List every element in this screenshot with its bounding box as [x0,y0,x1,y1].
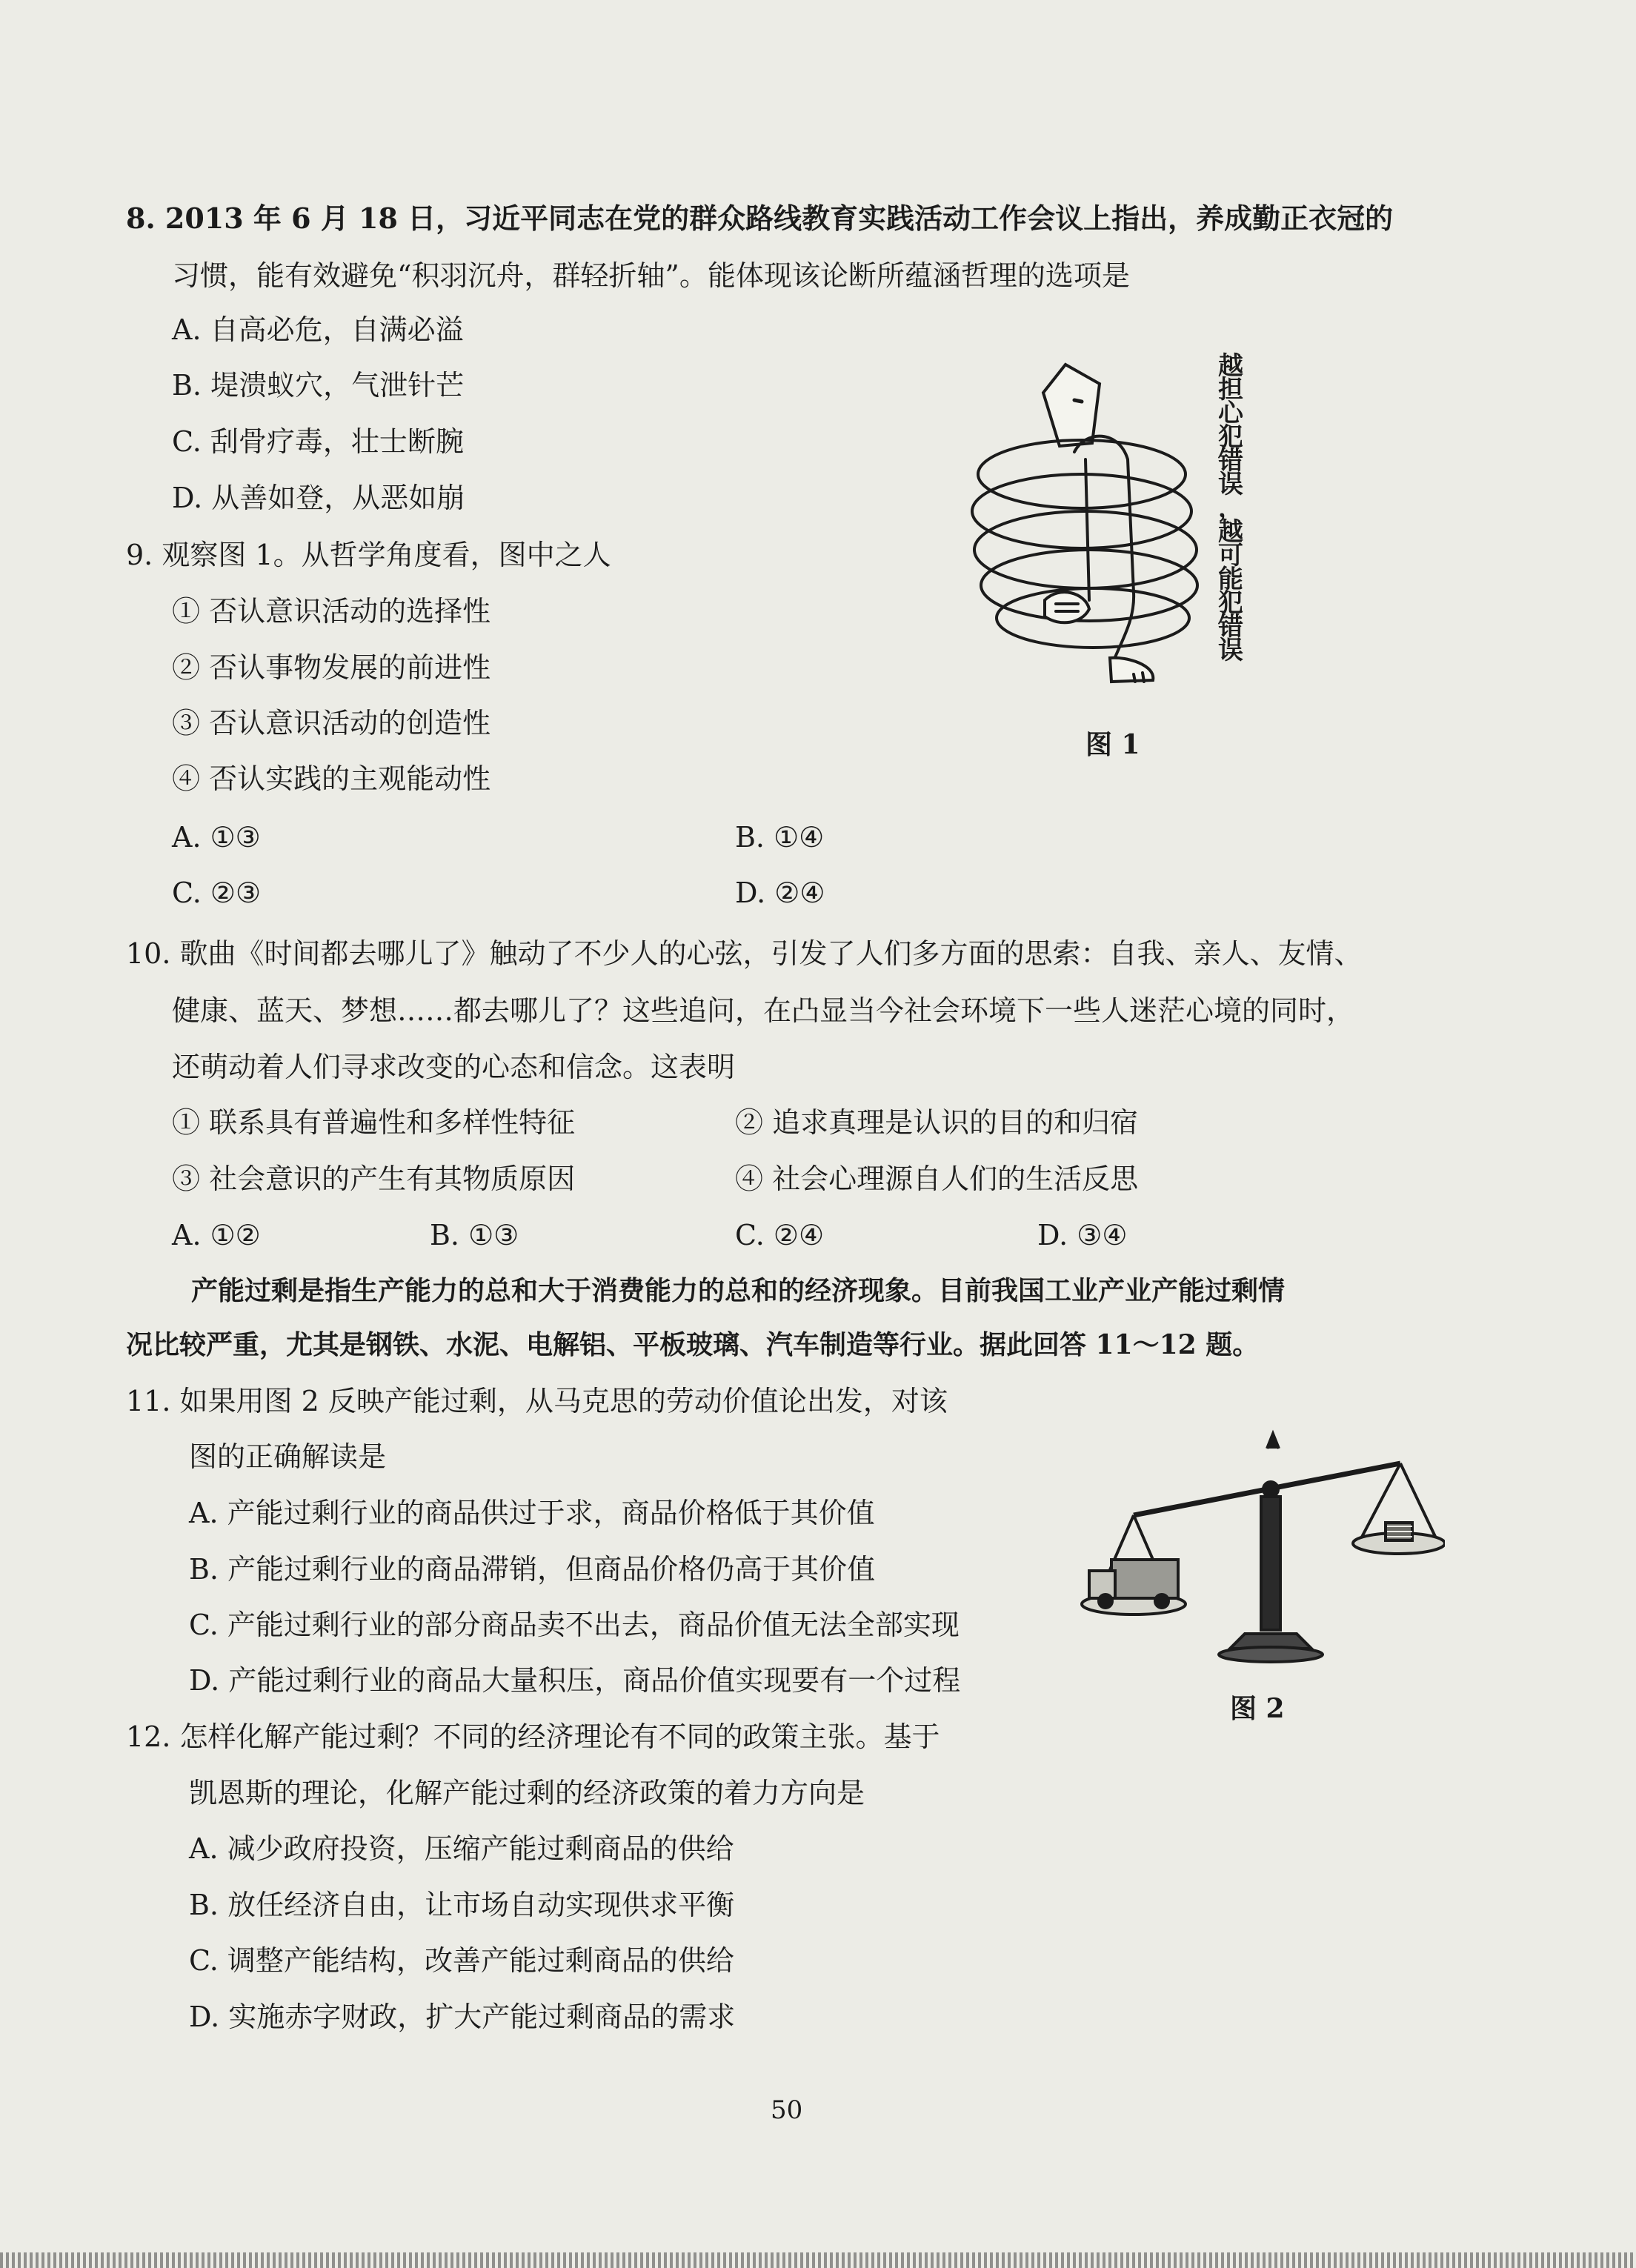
figure1-vertical-char: 可 [1218,541,1243,571]
page-number: 50 [771,2095,803,2125]
q9-option-c: C. ②③ [172,877,262,909]
figure1-vertical-char: 误 [1218,470,1243,499]
q10-option-a: A. ①② [172,1219,261,1251]
q9-stem: 9. 观察图 1。从哲学角度看，图中之人 [126,539,611,571]
q9-item-1: ① 否认意识活动的选择性 [172,595,491,628]
figure1-vertical-char: ， [1218,493,1243,523]
figure1-vertical-char: 错 [1218,446,1243,476]
figure1-vertical-char: 越 [1218,351,1243,381]
figure1-vertical-char: 心 [1218,399,1243,428]
q12-option-a: A. 减少政府投资，压缩产能过剩商品的供给 [189,1832,734,1865]
q8-option-c: C. 刮骨疗毒，壮士断腕 [172,425,464,458]
q12-option-c: C. 调整产能结构，改善产能过剩商品的供给 [189,1944,734,1977]
q11-stem-line2: 图的正确解读是 [189,1440,387,1473]
q8-option-a: A. 自高必危，自满必溢 [172,313,464,346]
q11-option-d: D. 产能过剩行业的商品大量积压，商品价值实现要有一个过程 [189,1664,961,1697]
q11-option-c: C. 产能过剩行业的部分商品卖不出去，商品价值无法全部实现 [189,1609,960,1641]
q10-stem-line1: 10. 歌曲《时间都去哪儿了》触动了不少人的心弦，引发了人们多方面的思索：自我、亲人、友情、 [126,937,1363,970]
q11-stem-line1: 11. 如果用图 2 反映产能过剩，从马克思的劳动价值论出发，对该 [126,1385,948,1417]
figure1-vertical-char: 能 [1218,565,1243,594]
q10-option-b: B. ①③ [430,1219,519,1251]
q12-stem-line2: 凯恩斯的理论，化解产能过剩的经济政策的着力方向是 [189,1777,865,1809]
q10-item-4: ④ 社会心理源自人们的生活反思 [735,1163,1139,1195]
figure1-vertical-char: 犯 [1218,588,1243,618]
q10-item-2: ② 追求真理是认识的目的和归宿 [735,1106,1139,1139]
q10-option-d: D. ③④ [1037,1219,1128,1251]
figure1-vertical-char: 越 [1218,517,1243,547]
q12-option-b: B. 放任经济自由，让市场自动实现供求平衡 [189,1889,735,1921]
q10-stem-line2: 健康、蓝天、梦想……都去哪儿了？这些追问，在凸显当今社会环境下一些人迷茫心境的同时， [172,994,1355,1027]
q11-option-b: B. 产能过剩行业的商品滞销，但商品价格仍高于其价值 [189,1553,876,1586]
q9-item-3: ③ 否认意识活动的创造性 [172,707,491,739]
q8-option-b: B. 堤溃蚁穴，气泄针芒 [172,369,465,402]
q8-stem-line1: 8. 2013 年 6 月 18 日，习近平同志在党的群众路线教育实践活动工作会议上指出，养成勤正衣冠的 [126,202,1394,235]
q10-option-c: C. ②④ [735,1219,825,1251]
material-line1: 产能过剩是指生产能力的总和大于消费能力的总和的经济现象。目前我国工业产业产能过剩情 [191,1275,1286,1306]
figure1-vertical-char: 误 [1218,636,1243,665]
q9-option-d: D. ②④ [735,877,825,909]
q12-stem-line1: 12. 怎样化解产能过剩？不同的经济理论有不同的政策主张。基于 [126,1720,940,1753]
q9-option-a: A. ①③ [172,821,261,854]
material-line2: 况比较严重，尤其是钢铁、水泥、电解铝、平板玻璃、汽车制造等行业。据此回答 11～12 题。 [126,1329,1260,1360]
figure2-caption: 图 2 [1230,1693,1285,1724]
figure1-vertical-char: 犯 [1218,422,1243,452]
q11-option-a: A. 产能过剩行业的商品供过于求，商品价格低于其价值 [189,1497,875,1529]
q9-option-b: B. ①④ [735,821,825,854]
figure1-vertical-caption [1214,351,1248,665]
q8-stem-line2: 习惯，能有效避免“积羽沉舟，群轻折轴”。能体现该论断所蕴涵哲理的选项是 [172,259,1130,292]
q12-option-d: D. 实施赤字财政，扩大产能过剩商品的需求 [189,2001,736,2033]
q8-option-d: D. 从善如登，从恶如崩 [172,482,465,514]
figure1-vertical-char: 担 [1218,375,1243,405]
figure1-caption: 图 1 [1085,729,1140,760]
scan-bottom-edge [0,2252,1636,2268]
q10-stem-line3: 还萌动着人们寻求改变的心态和信念。这表明 [172,1051,736,1083]
q9-item-2: ② 否认事物发展的前进性 [172,651,491,684]
figure2-balance-scale-illustration [1074,1419,1445,1671]
figure1-cartoon-illustration [934,348,1260,704]
q10-item-3: ③ 社会意识的产生有其物质原因 [172,1163,576,1195]
q10-item-1: ① 联系具有普遍性和多样性特征 [172,1106,576,1139]
q9-item-4: ④ 否认实践的主观能动性 [172,762,491,795]
figure1-vertical-char: 错 [1218,612,1243,642]
